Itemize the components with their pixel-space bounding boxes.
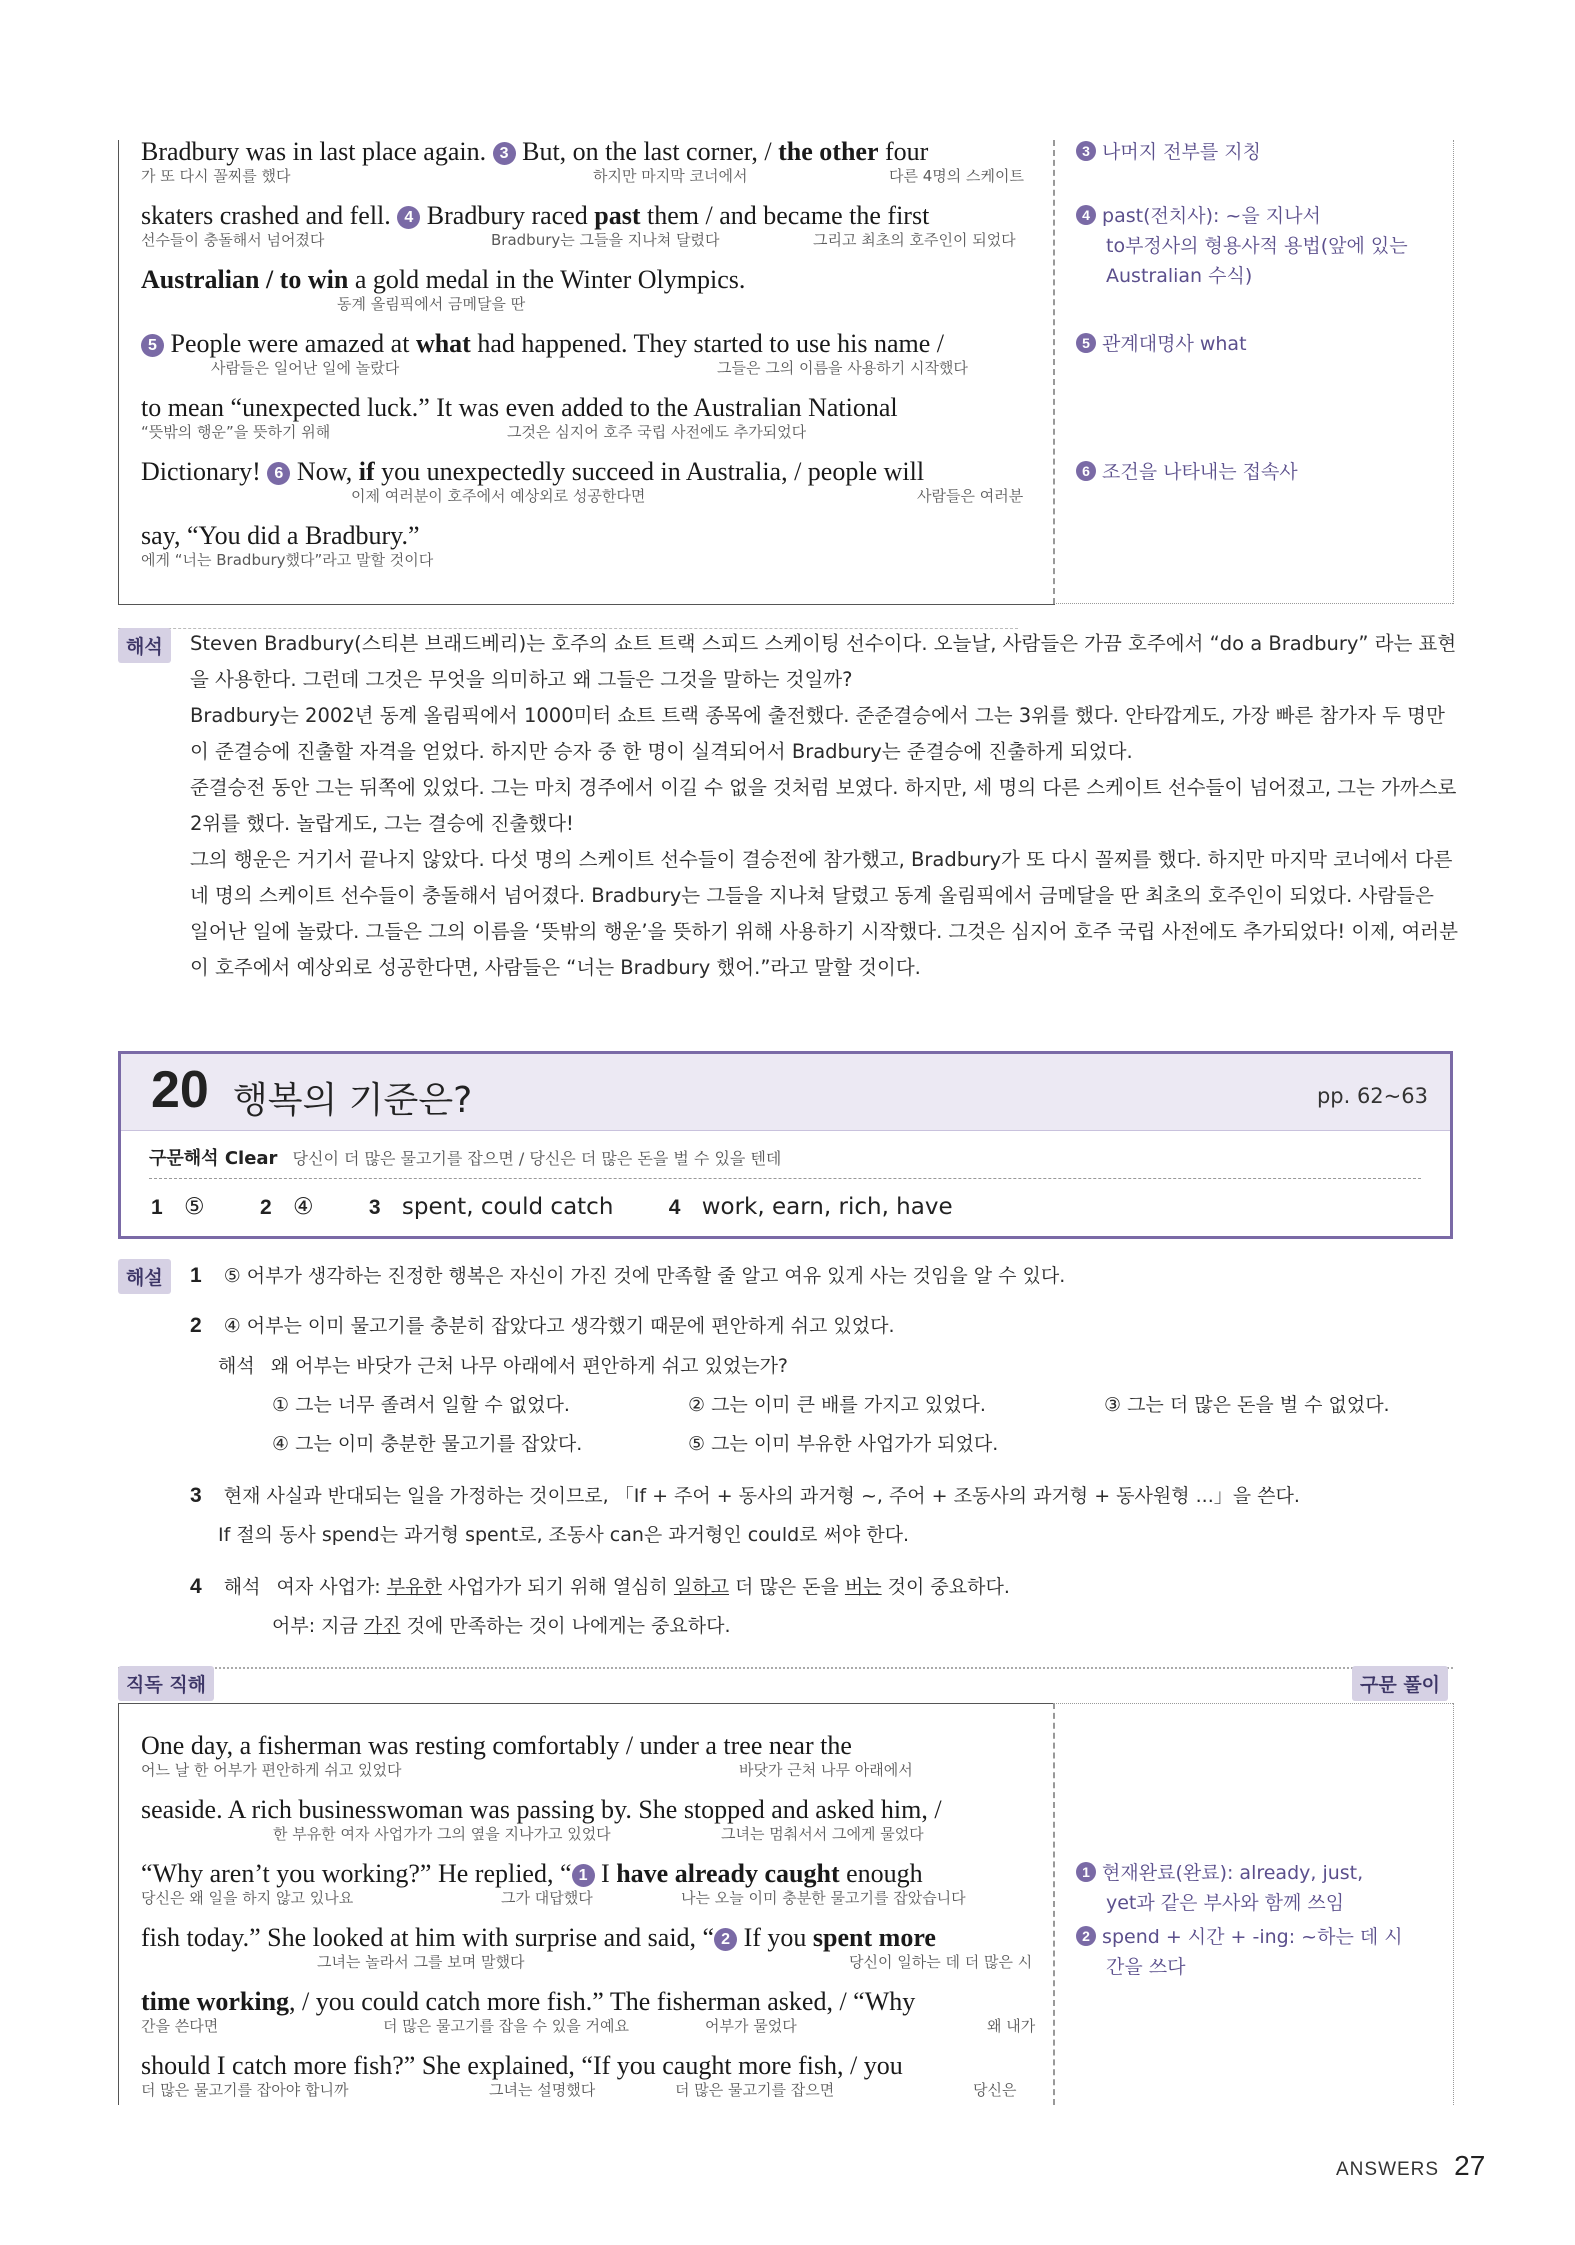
sub-question: 왜 어부는 바닷가 근처 나무 아래에서 편안하게 쉬고 있었는가? xyxy=(270,1355,789,1377)
note-number-icon: 6 xyxy=(1076,461,1096,481)
explanation-item-4 xyxy=(190,1574,1010,1600)
answer-value: work, earn, rich, have xyxy=(701,1194,953,1220)
bottom-syntax-note: 1 현재완료(완료): already, just, yet과 같은 부사와 함께 쓰임 xyxy=(1076,1858,1446,1918)
bottom-korean-gloss: 그녀는 멈춰서서 그에게 물었다 xyxy=(721,1825,924,1843)
option-1: ① 그는 너무 졸려서 일할 수 없었다. xyxy=(272,1394,570,1416)
top-korean-gloss: Bradbury는 그들을 지나쳐 달렸다 xyxy=(491,231,720,249)
bottom-syntax-note: 2 spend + 시간 + -ing: ~하는 데 시 간을 쓰다 xyxy=(1076,1922,1446,1982)
answer-value: ⑤ xyxy=(184,1194,205,1220)
translation-paragraph: 그의 행운은 거기서 끝나지 않았다. 다섯 명의 스케이트 선수들이 결승전에 참가했고, Bradbury가 또 다시 꼴찌를 했다. 하지만 마지막 코너에서 다른 네 명의 스케이트 선수들이 충돌해서 넘어졌다. Bradbury는 그들을 지나쳐 달렸고 동계 올림픽에서 금메달을 딴 최초의 호주인이 되었다. 사람들은 일어난 일에 놀랐다. 그들은 그의 이름을 ‘뜻밖의 행운’을 뜻하기 위해 사용하기 시작했다. 그것은 심지어 호주 국립 사전에도 추가되었다! 이제, 여러분이 호주에서 예상외로 성공한다면, 사람들은 “너는 Bradbury 했어.”라고 말할 것이다. xyxy=(190,848,1458,979)
item-number: 4 xyxy=(190,1575,202,1598)
bottom-korean-gloss: 어부가 물었다 xyxy=(705,2017,797,2035)
top-reading-divider xyxy=(1053,140,1055,604)
item-number: 2 xyxy=(190,1314,202,1337)
answer-number: 1 xyxy=(151,1196,163,1219)
item-number: 1 xyxy=(190,1264,202,1287)
top-korean-gloss: 다른 4명의 스케이트 xyxy=(889,167,1025,185)
top-english-line: Dictionary! 6 Now, if you unexpectedly succeed in Australia, / people will xyxy=(141,457,925,486)
translation-tag: 해석 xyxy=(118,628,171,663)
top-syntax-note: 6 조건을 나타내는 접속사 xyxy=(1076,457,1446,487)
note-number-icon: 3 xyxy=(1076,141,1096,161)
answer-number: 2 xyxy=(259,1196,272,1219)
bottom-korean-gloss: 어느 날 한 어부가 편안하게 쉬고 있었다 xyxy=(141,1761,402,1779)
bottom-korean-gloss: 당신이 일하는 데 더 많은 시 xyxy=(849,1953,1033,1971)
top-english-line: Bradbury was in last place again. 3 But, on the last corner, / the other four xyxy=(141,137,929,166)
bottom-english-line: fish today.” She looked at him with surprise and said, “ 2 If you spent more xyxy=(141,1923,936,1952)
bottom-english-line: “Why aren’t you working?” He replied, “ 1 I have already caught enough xyxy=(141,1859,923,1888)
bottom-reading-left xyxy=(118,1703,119,2105)
bottom-top-rule xyxy=(118,1667,1453,1670)
circled-number-icon: 4 xyxy=(397,206,420,229)
page-footer xyxy=(1336,2150,1485,2182)
note-number-icon: 5 xyxy=(1076,333,1096,353)
top-korean-gloss: 사람들은 여러분 xyxy=(917,487,1024,505)
item-number: 3 xyxy=(190,1484,202,1507)
top-english-line: say, “You did a Bradbury.” xyxy=(141,521,420,550)
clear-text: 당신이 더 많은 물고기를 잡으면 / 당신은 더 많은 돈을 벌 수 있을 텐데 xyxy=(292,1149,782,1168)
translation-paragraph: 준결승전 동안 그는 뒤쪽에 있었다. 그는 마치 경주에서 이길 수 없을 것처럼 보였다. 하지만, 세 명의 다른 스케이트 선수들이 넘어졌고, 그는 가까스로 2위를 했다. 놀랍게도, 그는 결승에 진출했다! xyxy=(190,776,1457,835)
bottom-english-line: should I catch more fish?” She explained, “If you caught more fish, / you xyxy=(141,2051,903,2080)
item-text: ⑤ 어부가 생각하는 진정한 행복은 자신이 가진 것에 만족할 줄 알고 여유 있게 사는 것임을 알 수 있다. xyxy=(223,1265,1066,1287)
option-3: ③ 그는 더 많은 돈을 벌 수 없었다. xyxy=(1104,1394,1390,1416)
answer-row xyxy=(151,1194,953,1220)
page-number: 27 xyxy=(1454,2150,1486,2181)
bottom-reading-divider xyxy=(1053,1703,1055,2105)
bottom-reading-top xyxy=(118,1703,1054,1705)
explanation-item-2 xyxy=(190,1313,895,1339)
item-2-question xyxy=(218,1353,788,1379)
top-korean-gloss: 에게 “너는 Bradbury했다”라고 말할 것이다 xyxy=(141,551,434,569)
explanation-tag: 해설 xyxy=(118,1259,171,1294)
top-korean-gloss: 사람들은 일어난 일에 놀랐다 xyxy=(211,359,400,377)
top-english-line: to mean “unexpected luck.” It was even added to the Australian National xyxy=(141,393,898,422)
top-korean-gloss: 그것은 심지어 호주 국립 사전에도 추가되었다 xyxy=(507,423,807,441)
explanation-item-3 xyxy=(190,1483,1300,1509)
circled-number-icon: 6 xyxy=(267,462,290,485)
bottom-korean-gloss: 그녀는 놀라서 그를 보며 말했다 xyxy=(317,1953,525,1971)
top-korean-gloss: 가 또 다시 꼴찌를 했다 xyxy=(141,167,291,185)
bottom-notes-right-edge xyxy=(1453,1703,1454,2105)
syntax-notes-tag: 구문 풀이 xyxy=(1352,1666,1448,1701)
circled-number-icon: 3 xyxy=(493,142,516,165)
direct-translation-tag: 직독 직해 xyxy=(118,1666,214,1701)
bottom-korean-gloss: 그녀는 설명했다 xyxy=(489,2081,596,2099)
item-text: ④ 어부는 이미 물고기를 충분히 잡았다고 생각했기 때문에 편안하게 쉬고 있었다. xyxy=(223,1315,895,1337)
bottom-korean-gloss: 당신은 xyxy=(973,2081,1017,2099)
top-korean-gloss: 선수들이 충돌해서 넘어졌다 xyxy=(141,231,325,249)
top-korean-gloss: 동계 올림픽에서 금메달을 딴 xyxy=(337,295,526,313)
item-4-line-2: 어부: 지금 가진 것에 만족하는 것이 나에게는 중요하다. xyxy=(272,1615,731,1637)
top-korean-gloss: 그리고 최초의 호주인이 되었다 xyxy=(813,231,1016,249)
top-korean-gloss: 이제 여러분이 호주에서 예상외로 성공한다면 xyxy=(351,487,646,505)
clear-row xyxy=(149,1144,781,1170)
lesson-box xyxy=(118,1051,1453,1239)
circled-number-icon: 1 xyxy=(572,1864,595,1887)
bottom-korean-gloss: 바닷가 근처 나무 아래에서 xyxy=(739,1761,913,1779)
circled-number-icon: 5 xyxy=(141,334,164,357)
top-notes-bottom-edge xyxy=(1053,603,1453,604)
top-syntax-note: 3 나머지 전부를 지칭 xyxy=(1076,137,1446,167)
item-4-line-1: 여자 사업가: 부유한 사업가가 되기 위해 열심히 일하고 더 많은 돈을 버는 것이 중요하다. xyxy=(276,1576,1010,1598)
top-korean-gloss: “뜻밖의 행운”을 뜻하기 위해 xyxy=(141,423,331,441)
lesson-header xyxy=(121,1054,1450,1131)
item-3-line-2: If 절의 동사 spend는 과거형 spent로, 조동사 can은 과거형인 could로 써야 한다. xyxy=(218,1524,910,1546)
circled-number-icon: 2 xyxy=(714,1928,737,1951)
bottom-korean-gloss: 왜 내가 xyxy=(987,2017,1036,2035)
answer-value: spent, could catch xyxy=(401,1194,614,1220)
answer-number: 3 xyxy=(368,1196,381,1219)
translation-body xyxy=(190,626,1458,986)
top-korean-gloss: 하지만 마지막 코너에서 xyxy=(593,167,748,185)
note-number-icon: 2 xyxy=(1076,1926,1096,1946)
clear-label: 구문해석 Clear xyxy=(149,1148,278,1169)
bottom-korean-gloss: 나는 오늘 이미 충분한 물고기를 잡았습니다 xyxy=(681,1889,966,1907)
lesson-title: 행복의 기준은? xyxy=(233,1080,473,1121)
sub-label: 해석 xyxy=(223,1576,261,1598)
option-4: ④ 그는 이미 충분한 물고기를 잡았다. xyxy=(272,1433,583,1455)
bottom-english-line: time working, / you could catch more fish.” The fisherman asked, / “Why xyxy=(141,1987,916,2016)
bottom-notes-top-edge xyxy=(1053,1703,1453,1704)
bottom-korean-gloss: 더 많은 물고기를 잡으면 xyxy=(675,2081,835,2099)
top-english-line: Australian / to win a gold medal in the Winter Olympics. xyxy=(141,265,746,294)
item-text: 현재 사실과 반대되는 일을 가정하는 것이므로, 「If + 주어 + 동사의 과거형 ~, 주어 + 조동사의 과거형 + 동사원형 ...」을 쓴다. xyxy=(223,1485,1300,1507)
lesson-pages: pp. 62~63 xyxy=(1316,1084,1428,1108)
clear-divider xyxy=(149,1178,1421,1179)
option-2: ② 그는 이미 큰 배를 가지고 있었다. xyxy=(688,1394,986,1416)
top-korean-gloss: 그들은 그의 이름을 사용하기 시작했다 xyxy=(717,359,968,377)
bottom-english-line: One day, a fisherman was resting comfortably / under a tree near the xyxy=(141,1731,852,1760)
bottom-english-line: seaside. A rich businesswoman was passing by. She stopped and asked him, / xyxy=(141,1795,942,1824)
answer-number: 4 xyxy=(668,1196,681,1219)
answer-value: ④ xyxy=(292,1194,314,1220)
top-syntax-note: 4 past(전치사): ~을 지나서 to부정사의 형용사적 용법(앞에 있는 Australian 수식) xyxy=(1076,201,1446,291)
sub-label: 해석 xyxy=(218,1355,255,1377)
top-english-line: 5 People were amazed at what had happened. They started to use his name / xyxy=(141,329,944,359)
bottom-korean-gloss: 그가 대답했다 xyxy=(501,1889,593,1907)
top-syntax-note: 5 관계대명사 what xyxy=(1076,329,1446,359)
footer-label: ANSWERS xyxy=(1336,2159,1440,2180)
explanation-item-1 xyxy=(190,1263,1065,1289)
lesson-number: 20 xyxy=(151,1061,209,1119)
option-5: ⑤ 그는 이미 부유한 사업가가 되었다. xyxy=(688,1433,999,1455)
top-english-line: skaters crashed and fell. 4 Bradbury raced past them / and became the first xyxy=(141,201,930,230)
note-number-icon: 4 xyxy=(1076,205,1096,225)
bottom-korean-gloss: 간을 쓴다면 xyxy=(141,2017,219,2035)
bottom-korean-gloss: 더 많은 물고기를 잡아야 합니까 xyxy=(141,2081,349,2099)
translation-paragraph: Steven Bradbury(스티븐 브래드베리)는 호주의 쇼트 트랙 스피드 스케이팅 선수이다. 오늘날, 사람들은 가끔 호주에서 “do a Bradbury” 라는 표현을 사용한다. 그런데 그것은 무엇을 의미하고 왜 그들은 그것을 말하는 것일까? xyxy=(190,632,1457,691)
note-number-icon: 1 xyxy=(1076,1862,1096,1882)
bottom-korean-gloss: 당신은 왜 일을 하지 않고 있나요 xyxy=(141,1889,354,1907)
bottom-korean-gloss: 더 많은 물고기를 잡을 수 있을 거예요 xyxy=(383,2017,629,2035)
translation-paragraph: Bradbury는 2002년 동계 올림픽에서 1000미터 쇼트 트랙 종목에 출전했다. 준준결승에서 그는 3위를 했다. 안타깝게도, 가장 빠른 참가자 두 명만이 준결승에 진출할 자격을 얻었다. 하지만 승자 중 한 명이 실격되어서 Bradbury는 준결승에 진출하게 되었다. xyxy=(190,704,1445,763)
bottom-korean-gloss: 한 부유한 여자 사업가가 그의 옆을 지나가고 있었다 xyxy=(273,1825,611,1843)
top-notes-right-edge xyxy=(1453,140,1454,604)
